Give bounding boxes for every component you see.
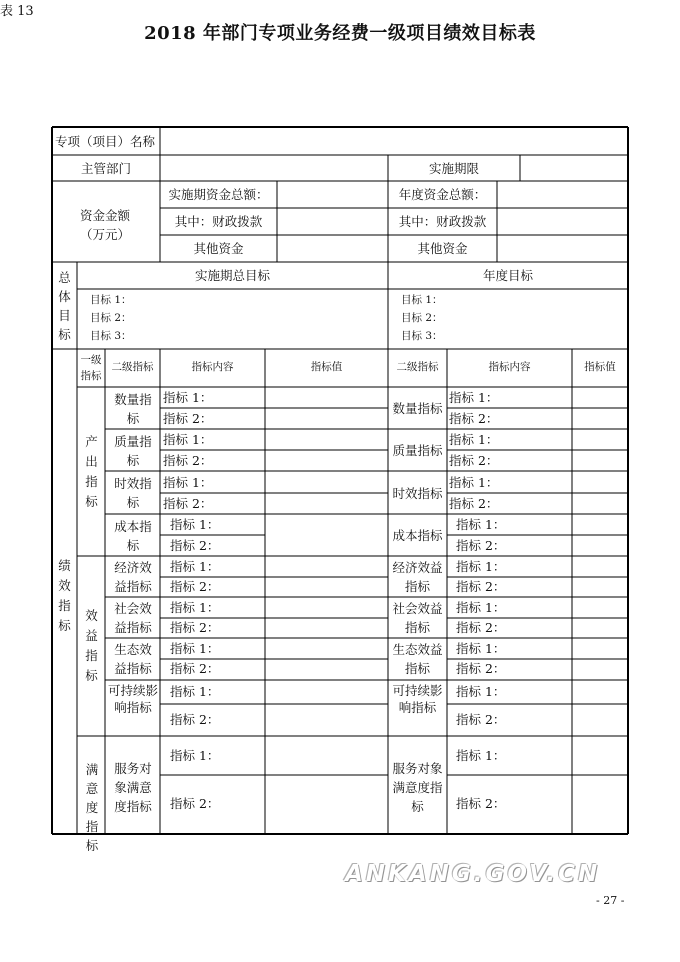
social-ind2-left: 指标 2： bbox=[170, 620, 220, 635]
service-ind1-left: 指标 1： bbox=[170, 748, 220, 763]
sustain-indicator-right: 可持续影响指标 bbox=[392, 683, 443, 715]
fiscal-year-label: 其中：财政拨款 bbox=[398, 214, 487, 229]
level2-header-left: 二级指标 bbox=[111, 361, 154, 373]
social-indicator-right: 社会效益指标 bbox=[392, 601, 443, 635]
social-ind1-left: 指标 1： bbox=[170, 600, 220, 615]
period-goal-header: 实施期总目标 bbox=[194, 268, 270, 283]
economic-indicator-right: 经济效益指标 bbox=[392, 560, 443, 594]
cost-ind1-right: 指标 1： bbox=[456, 517, 506, 532]
timeliness-ind1-right: 指标 1： bbox=[449, 475, 499, 490]
site-watermark: ANKANG.GOV.CN bbox=[345, 861, 601, 887]
dept-label: 主管部门 bbox=[80, 161, 131, 176]
quality-ind2-left: 指标 2： bbox=[163, 453, 213, 468]
economic-indicator-left: 经济效益指标 bbox=[114, 560, 152, 594]
page-number: - 27 - bbox=[596, 894, 625, 907]
quantity-ind1-right: 指标 1： bbox=[449, 390, 499, 405]
social-ind1-right: 指标 1： bbox=[456, 600, 506, 615]
quality-ind2-right: 指标 2： bbox=[449, 453, 499, 468]
cost-ind1-left: 指标 1： bbox=[170, 517, 220, 532]
level1-header: 一级指标 bbox=[80, 354, 102, 382]
quantity-ind2-left: 指标 2： bbox=[163, 411, 213, 426]
timeliness-ind2-left: 指标 2： bbox=[163, 496, 213, 511]
fund-total-year-label: 年度资金总额： bbox=[398, 187, 487, 202]
social-indicator-left: 社会效益指标 bbox=[114, 601, 152, 635]
content-header-right: 指标内容 bbox=[488, 361, 531, 373]
economic-ind1-left: 指标 1： bbox=[170, 559, 220, 574]
period-goal-3: 目标 3： bbox=[90, 330, 132, 342]
sustain-ind2-right: 指标 2： bbox=[456, 712, 506, 727]
ecological-ind1-right: 指标 1： bbox=[456, 641, 506, 656]
ecological-ind2-right: 指标 2： bbox=[456, 661, 506, 676]
ecological-indicator-right: 生态效益指标 bbox=[392, 642, 443, 676]
overall-goal-label: 总体目标 bbox=[58, 270, 71, 342]
fiscal-period-label: 其中：财政拨款 bbox=[174, 214, 263, 229]
year-goal-3: 目标 3： bbox=[401, 330, 443, 342]
table-number: 表 13 bbox=[0, 4, 34, 19]
satisfaction-indicator-label: 满意度指标 bbox=[85, 762, 99, 853]
fund-amount-label: 资金金额（万元） bbox=[79, 208, 130, 242]
economic-ind1-right: 指标 1： bbox=[456, 559, 506, 574]
benefit-indicator-label: 效益指标 bbox=[85, 608, 98, 683]
timeliness-indicator-right: 时效指标 bbox=[392, 486, 443, 501]
quality-indicator-left: 质量指标 bbox=[114, 434, 152, 468]
quantity-ind1-left: 指标 1： bbox=[163, 390, 213, 405]
performance-indicator-label: 绩效指标 bbox=[58, 558, 71, 633]
sustain-ind2-left: 指标 2： bbox=[170, 712, 220, 727]
year-goal-2: 目标 2： bbox=[401, 312, 443, 324]
output-indicator-label: 产出指标 bbox=[85, 434, 98, 509]
value-header-right: 指标值 bbox=[584, 361, 616, 373]
page-title: 2018 年部门专项业务经费一级项目绩效目标表 bbox=[144, 23, 536, 44]
service-ind2-left: 指标 2： bbox=[170, 796, 220, 811]
fund-total-period-label: 实施期资金总额： bbox=[168, 187, 269, 202]
service-indicator-left: 服务对象满意度指标 bbox=[114, 761, 152, 814]
timeliness-ind1-left: 指标 1： bbox=[163, 475, 213, 490]
cost-indicator-right: 成本指标 bbox=[392, 528, 443, 543]
cost-indicator-left: 成本指标 bbox=[114, 519, 152, 553]
year-goal-header: 年度目标 bbox=[482, 268, 533, 283]
content-header-left: 指标内容 bbox=[191, 361, 234, 373]
quantity-indicator-left: 数量指标 bbox=[114, 392, 152, 426]
quality-indicator-right: 质量指标 bbox=[392, 443, 443, 458]
quality-ind1-right: 指标 1： bbox=[449, 432, 499, 447]
ecological-indicator-left: 生态效益指标 bbox=[114, 642, 152, 676]
year-goal-1: 目标 1： bbox=[401, 294, 443, 306]
sustain-ind1-left: 指标 1： bbox=[170, 684, 220, 699]
service-ind2-right: 指标 2： bbox=[456, 796, 506, 811]
ecological-ind1-left: 指标 1： bbox=[170, 641, 220, 656]
ecological-ind2-left: 指标 2： bbox=[170, 661, 220, 676]
timeliness-ind2-right: 指标 2： bbox=[449, 496, 499, 511]
sustain-indicator-left: 可持续影响指标 bbox=[108, 683, 159, 715]
period-label: 实施期限 bbox=[428, 161, 479, 176]
quantity-ind2-right: 指标 2： bbox=[449, 411, 499, 426]
value-header-left: 指标值 bbox=[310, 361, 343, 373]
project-name-label: 专项（项目）名称 bbox=[55, 134, 156, 149]
sustain-ind1-right: 指标 1： bbox=[456, 684, 506, 699]
social-ind2-right: 指标 2： bbox=[456, 620, 506, 635]
economic-ind2-left: 指标 2： bbox=[170, 579, 220, 594]
timeliness-indicator-left: 时效指标 bbox=[114, 476, 152, 510]
level2-header-right: 二级指标 bbox=[396, 361, 439, 373]
other-fund-period-label: 其他资金 bbox=[193, 241, 244, 256]
cost-ind2-left: 指标 2： bbox=[170, 538, 220, 553]
quantity-indicator-right: 数量指标 bbox=[392, 401, 443, 416]
other-fund-year-label: 其他资金 bbox=[417, 241, 468, 256]
period-goal-2: 目标 2： bbox=[90, 312, 132, 324]
cost-ind2-right: 指标 2： bbox=[456, 538, 506, 553]
quality-ind1-left: 指标 1： bbox=[163, 432, 213, 447]
service-ind1-right: 指标 1： bbox=[456, 748, 506, 763]
economic-ind2-right: 指标 2： bbox=[456, 579, 506, 594]
service-indicator-right: 服务对象满意度指标 bbox=[392, 761, 443, 814]
period-goal-1: 目标 1： bbox=[90, 294, 132, 306]
